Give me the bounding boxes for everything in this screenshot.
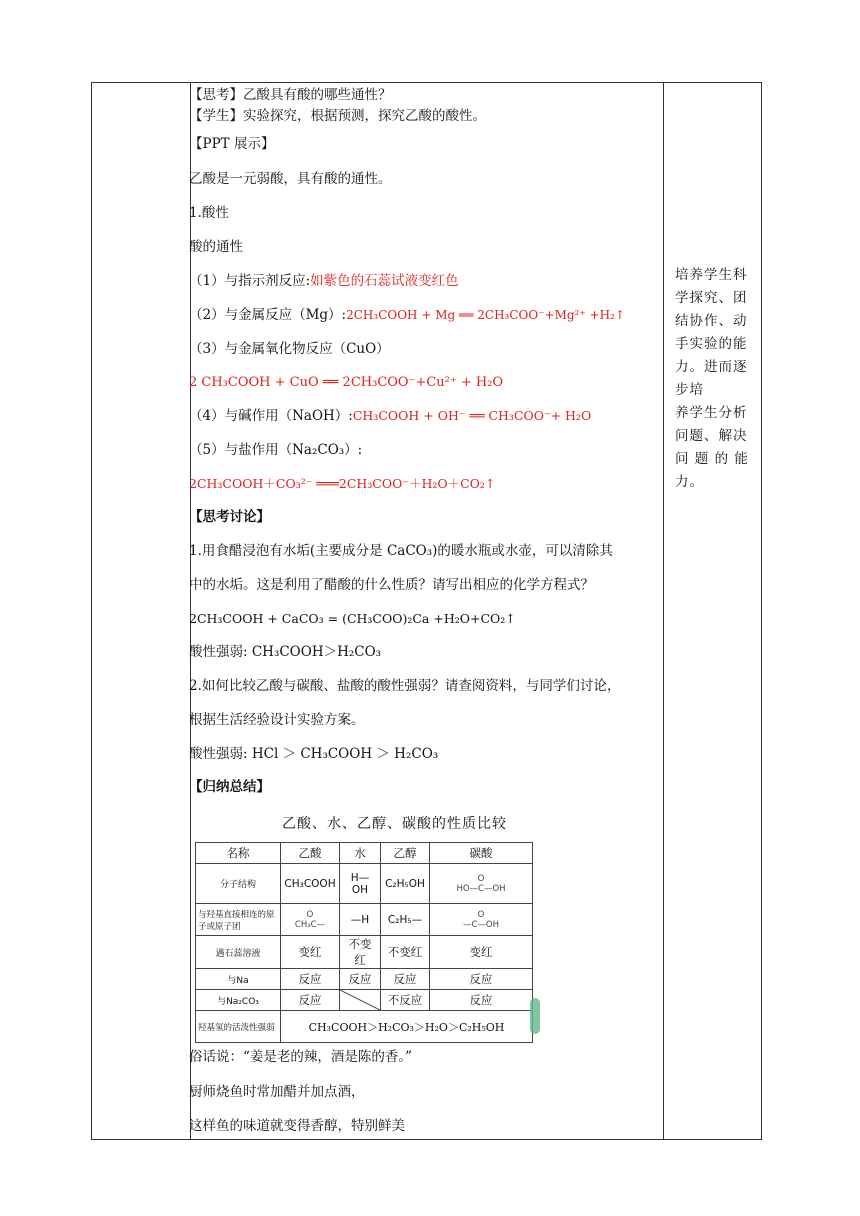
header-cell: 水 — [340, 843, 381, 864]
structure-cell — [281, 904, 340, 936]
goal-line: 问题、解决 — [675, 428, 748, 444]
caco3-equation: 2CH₃COOH + CaCO₃ = (CH₃COO)₂Ca +H₂O+CO₂↑ — [189, 611, 516, 626]
discussion-q2-line2: 根据生活经验设计实验方案。 — [189, 712, 365, 728]
acidity-order-2: 酸性强弱: HCl ＞ CH₃COOH ＞ H₂CO₃ — [189, 746, 439, 762]
structure-formula: —C—OH — [462, 919, 500, 930]
table-cell: 反应 — [340, 969, 381, 990]
base-reaction — [189, 407, 591, 425]
metal-label: （2）与金属反应（Mg）: — [189, 307, 347, 323]
table-row — [196, 864, 533, 904]
row-label: 与Na₂CO₃ — [196, 990, 281, 1011]
table-row — [196, 904, 533, 936]
row-label: 分子结构 — [196, 864, 281, 904]
compare-title: 乙酸、水、乙醇、碳酸的性质比较 — [282, 816, 507, 832]
table-cell: 变红 — [281, 936, 340, 969]
table-cell: 反应 — [281, 990, 340, 1011]
carbonyl-o: O — [306, 909, 314, 920]
table-cell: —H — [340, 904, 381, 936]
goal-line: 学探究、团 — [675, 290, 748, 306]
summary-heading: 【归纳总结】 — [189, 779, 270, 795]
acidity-order-1: 酸性强弱: CH₃COOH＞H₂CO₃ — [189, 644, 382, 660]
table-cell: 反应 — [430, 969, 533, 990]
indicator-label: （1）与指示剂反应: — [189, 273, 311, 289]
indicator-result: 如紫色的石蕊试液变红色 — [310, 273, 459, 289]
table-row — [196, 990, 533, 1011]
header-cell: 名称 — [196, 843, 281, 864]
metal-reaction — [189, 306, 625, 324]
teaching-goal — [675, 264, 759, 494]
indicator-reaction — [189, 272, 459, 290]
goal-line: 力。 — [675, 474, 704, 490]
row-label: 羟基氢的活泼性强弱 — [196, 1011, 281, 1043]
ppt-heading: 【PPT 展示】 — [189, 136, 275, 152]
structure-cell — [430, 864, 533, 904]
diagonal-slash — [340, 990, 380, 1010]
activity-order: CH₃COOH＞H₂CO₃＞H₂O＞C₂H₅OH — [281, 1011, 533, 1043]
goal-line: 力。进而逐 — [675, 359, 748, 375]
table-cell: 不变红 — [340, 936, 381, 969]
acidity-heading: 1.酸性 — [189, 205, 229, 221]
empty-cell — [340, 990, 381, 1011]
base-equation: CH₃COOH + OH⁻ ══ CH₃COO⁻+ H₂O — [352, 408, 592, 423]
goal-line: 步培 — [675, 382, 704, 398]
proverb: 俗话说：“姜是老的辣，酒是陈的香。” — [189, 1049, 413, 1065]
teaching-content — [189, 0, 669, 1216]
goal-line: 培养学生科 — [675, 267, 748, 283]
table-header-row — [196, 843, 533, 864]
goal-line: 养学生分析 — [675, 405, 748, 421]
header-cell: 碳酸 — [430, 843, 533, 864]
table-cell: 变红 — [430, 936, 533, 969]
metal-equation: 2CH₃COOH + Mg ══ 2CH₃COO⁻+Mg²⁺ +H₂↑ — [346, 308, 625, 322]
row-label: 与羟基直接相连的原子或原子团 — [196, 904, 281, 936]
row-label: 遇石蕊溶液 — [196, 936, 281, 969]
discussion-heading: 【思考讨论】 — [189, 509, 270, 525]
structure-formula: CH₃C— — [294, 919, 326, 930]
row-label: 与Na — [196, 969, 281, 990]
table-row — [196, 1011, 533, 1043]
carbonyl-o: O — [477, 873, 485, 884]
table-row — [196, 936, 533, 969]
table-cell: H—OH — [340, 864, 381, 904]
carbonyl-o: O — [477, 909, 485, 920]
comparison-table — [195, 842, 533, 1043]
base-label: （4）与碱作用（NaOH）: — [189, 408, 353, 424]
discussion-q2-line1: 2.如何比较乙酸与碳酸、盐酸的酸性强弱？请查阅资料，与同学们讨论， — [189, 678, 621, 694]
header-cell: 乙醇 — [381, 843, 430, 864]
student-activity: 【学生】实验探究，根据预测，探究乙酸的酸性。 — [189, 108, 486, 124]
table-cell: C₂H₅OH — [381, 864, 430, 904]
oxide-reaction-label: （3）与金属氧化物反应（CuO） — [189, 341, 390, 357]
structure-cell — [430, 904, 533, 936]
acid-properties-heading: 酸的通性 — [189, 239, 243, 255]
cooking-note-1: 厨师烧鱼时常加醋并加点酒， — [189, 1084, 365, 1100]
table-cell: 反应 — [430, 990, 533, 1011]
discussion-q1-line2: 中的水垢。这是利用了醋酸的什么性质？请写出相应的化学方程式？ — [189, 577, 594, 593]
goal-line: 手实验的能 — [675, 336, 748, 352]
table-cell: 不变红 — [381, 936, 430, 969]
leaf-decoration — [530, 998, 540, 1034]
salt-reaction-label: （5）与盐作用（Na₂CO₃）: — [189, 442, 363, 458]
goal-line: 问 题 的 能 — [675, 451, 749, 467]
table-row — [196, 969, 533, 990]
structure-formula: HO—C—OH — [456, 883, 506, 894]
table-cell: 不反应 — [381, 990, 430, 1011]
table-cell: 反应 — [281, 969, 340, 990]
oxide-equation: 2 CH₃COOH + CuO ══ 2CH₃COO⁻+Cu²⁺ + H₂O — [189, 375, 504, 390]
table-cell: C₂H₅— — [381, 904, 430, 936]
goal-line: 结协作、动 — [675, 313, 748, 329]
header-cell: 乙酸 — [281, 843, 340, 864]
cooking-note-2: 这样鱼的味道就变得香醇，特别鲜美 — [189, 1118, 405, 1134]
discussion-q1-line1: 1.用食醋浸泡有水垢(主要成分是 CaCO₃)的暖水瓶或水壶，可以清除其 — [189, 543, 613, 559]
table-cell: 反应 — [381, 969, 430, 990]
table-cell: CH₃COOH — [281, 864, 340, 904]
acetic-acid-intro: 乙酸是一元弱酸，具有酸的通性。 — [189, 171, 392, 187]
salt-equation: 2CH₃COOH＋CO₃²⁻ ═══2CH₃COO⁻＋H₂O＋CO₂↑ — [189, 476, 496, 491]
think-question: 【思考】乙酸具有酸的哪些通性？ — [189, 87, 392, 103]
